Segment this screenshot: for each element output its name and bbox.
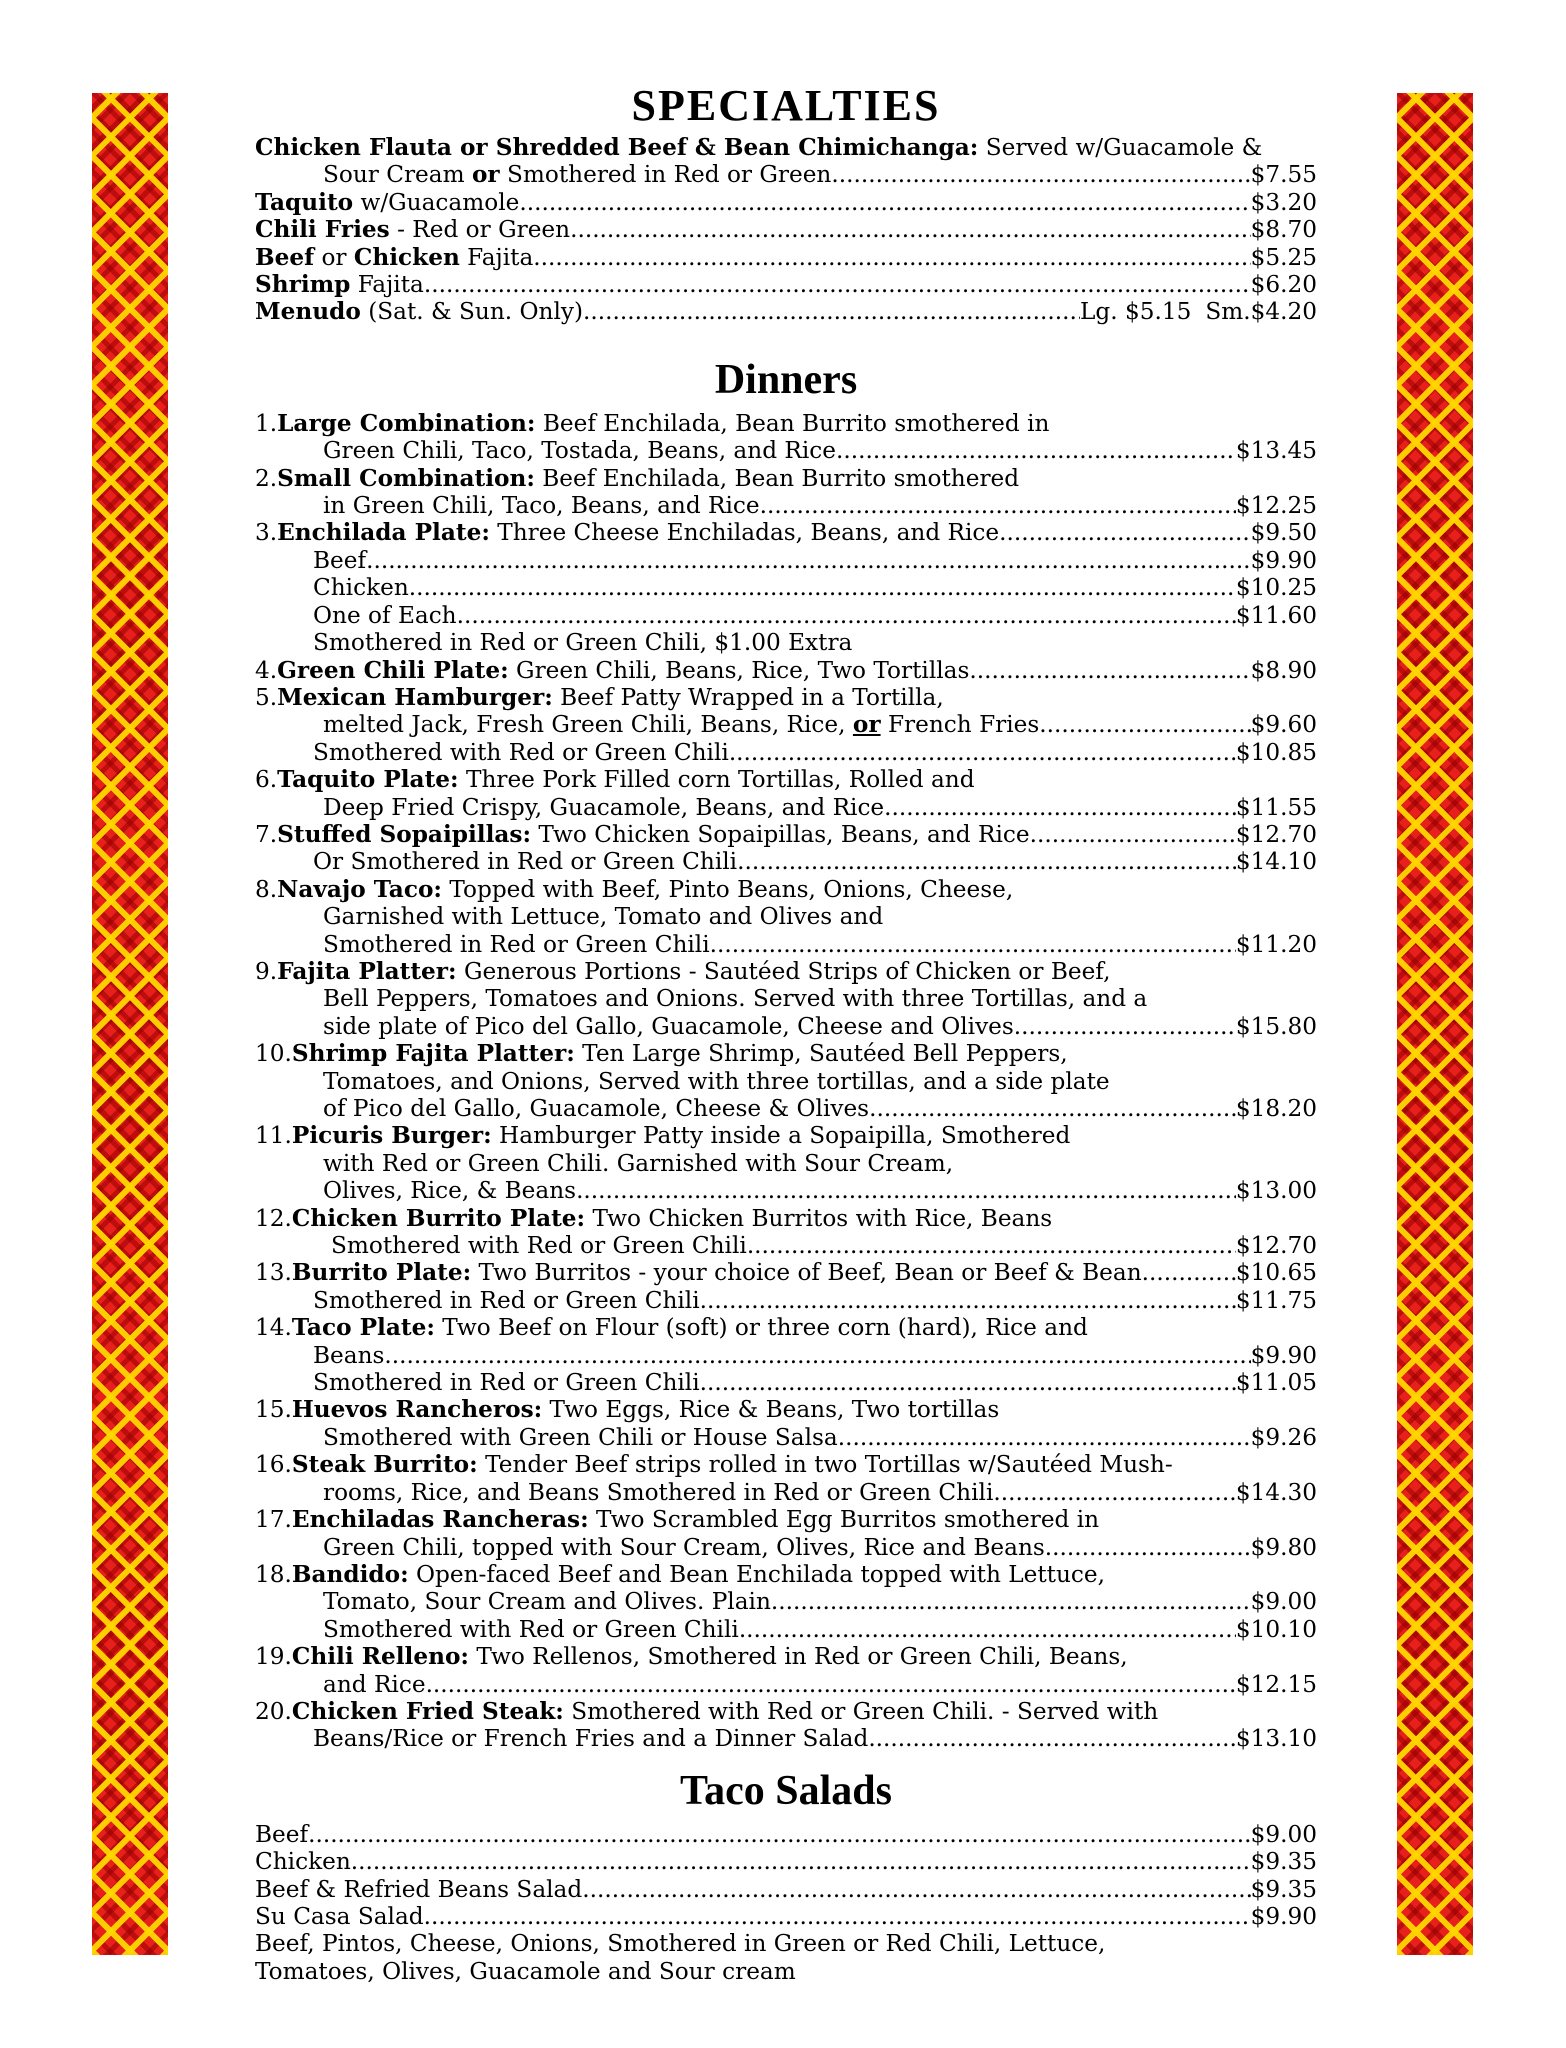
item-desc: Two Scrambled Egg Burritos smothered in (588, 1506, 1100, 1534)
menu-item-cont (255, 1150, 1317, 1177)
item-price: $12.25 (1235, 492, 1317, 520)
item-desc: Tomato, Sour Cream and Olives. Plain (323, 1588, 771, 1616)
item-name: Fajita Platter: (277, 957, 457, 985)
item-name: Stuffed Sopaipillas: (277, 820, 532, 848)
item-name: Huevos Rancheros: (291, 1396, 543, 1424)
item-price: $14.30 (1235, 1478, 1317, 1506)
item-name: Su Casa Salad (255, 1902, 424, 1930)
item-number: 6. (255, 766, 278, 794)
item-number: 17. (255, 1506, 292, 1534)
item-desc: Two Rellenos, Smothered in Red or Green Chili, Beans, (468, 1643, 1128, 1671)
item-price: $12.70 (1235, 1232, 1317, 1260)
menu-item (255, 1451, 1317, 1478)
menu-item (255, 1903, 1317, 1930)
dot-leader (424, 271, 1251, 298)
item-desc: Two Beef on Flour (soft) or three corn (hard), Rice and (434, 1314, 1088, 1342)
item-name: Enchiladas Rancheras: (291, 1506, 589, 1534)
dot-leader (519, 189, 1250, 216)
item-desc: French Fries (880, 711, 1040, 739)
item-number: 20. (255, 1697, 292, 1725)
menu-page (255, 78, 1317, 1985)
menu-item-cont (255, 1095, 1317, 1122)
item-number: 10. (255, 1040, 292, 1068)
item-name: Beef & Refried Beans Salad (255, 1875, 583, 1903)
menu-item-cont (255, 711, 1317, 738)
item-price: $18.20 (1235, 1095, 1317, 1122)
menu-item-cont (255, 492, 1317, 519)
decorative-border-left (92, 93, 168, 1955)
item-desc: - Red or Green (389, 216, 571, 244)
item-price: $11.55 (1235, 793, 1317, 821)
item-name: Small Combination: (277, 464, 535, 492)
menu-item-cont (255, 1588, 1317, 1615)
item-number: 7. (255, 820, 278, 848)
subitem-label: Beef (313, 546, 367, 574)
dot-leader (868, 1725, 1236, 1752)
dot-leader (1030, 821, 1236, 848)
menu-item (255, 216, 1317, 243)
item-name: Green Chili Plate: (277, 656, 509, 684)
item-desc: Three Cheese Enchiladas, Beans, and Rice (489, 519, 1000, 547)
item-price: $9.26 (1250, 1423, 1317, 1451)
dot-leader (710, 931, 1236, 958)
dot-leader (1142, 1259, 1236, 1286)
menu-item (255, 1205, 1317, 1232)
menu-item (255, 1040, 1317, 1067)
dot-leader (838, 1424, 1251, 1451)
menu-item (255, 410, 1317, 437)
dot-leader (308, 1821, 1251, 1848)
item-name: Taco Plate: (291, 1314, 435, 1342)
item-desc: Beef Enchilada, Bean Burrito smothered in (535, 409, 1050, 437)
taco-salads-heading: Taco Salads (679, 1767, 893, 1814)
item-price-large: Lg. $5.15 (1080, 298, 1192, 326)
item-desc: Topped with Beef, Pinto Beans, Onions, Cheese, (441, 875, 1014, 903)
item-desc: Generous Portions - Sautéed Strips of Chicken or Beef, (456, 957, 1111, 985)
dot-leader (700, 1287, 1236, 1314)
item-desc: melted Jack, Fresh Green Chili, Beans, Rice, (323, 711, 853, 739)
dot-leader (747, 1232, 1236, 1259)
menu-item-cont (255, 1534, 1317, 1561)
item-price: $9.90 (1250, 1341, 1317, 1369)
menu-item-cont (255, 739, 1317, 766)
menu-note (255, 1930, 1317, 1957)
item-desc: Beans (313, 1341, 385, 1369)
item-price: $10.25 (1235, 574, 1317, 602)
dot-leader (739, 1616, 1236, 1643)
menu-item (255, 1259, 1317, 1286)
item-desc: or (314, 243, 354, 271)
item-price: $9.60 (1250, 711, 1317, 739)
item-price: $12.15 (1235, 1670, 1317, 1698)
item-price: $9.00 (1250, 1588, 1317, 1616)
dot-leader (729, 739, 1236, 766)
item-desc: Served w/Guacamole & (978, 134, 1263, 161)
dot-leader (993, 1479, 1236, 1506)
item-name: Enchilada Plate: (277, 519, 490, 547)
item-desc: Or Smothered in Red or Green Chili (313, 848, 738, 876)
dot-leader (836, 437, 1236, 464)
item-desc: Two Chicken Burritos with Rice, Beans (585, 1204, 1053, 1232)
item-desc: Beef Enchilada, Bean Burrito smothered (534, 464, 1020, 492)
menu-item (255, 657, 1317, 684)
item-desc: Three Pork Filled corn Tortillas, Rolled and (458, 766, 975, 794)
menu-item-cont (255, 1725, 1317, 1752)
taco-salads-list (255, 1821, 1317, 1985)
specialties-list (255, 134, 1317, 326)
item-desc: Fajita (350, 271, 424, 299)
item-name: Picuris Burger: (291, 1122, 492, 1150)
item-desc: Smothered with Red or Green Chili (313, 738, 729, 766)
item-price: $12.70 (1235, 820, 1317, 848)
item-number: 12. (255, 1204, 292, 1232)
item-number: 4. (255, 656, 278, 684)
dot-leader (737, 848, 1236, 875)
item-number: 18. (255, 1560, 292, 1588)
item-desc: Deep Fried Crispy, Guacamole, Beans, and Rice (323, 793, 885, 821)
menu-subitem (255, 574, 1317, 601)
dot-leader (869, 1095, 1236, 1122)
item-number: 14. (255, 1314, 292, 1342)
subitem-label: Chicken (313, 574, 409, 602)
menu-item (255, 766, 1317, 793)
item-name: Shrimp Fajita Platter: (291, 1040, 575, 1068)
item-desc: Sour Cream (323, 161, 472, 189)
item-price: $10.85 (1235, 738, 1317, 766)
menu-item-cont (255, 1177, 1317, 1204)
menu-item (255, 134, 1317, 161)
item-number: 2. (255, 464, 278, 492)
dot-leader (583, 298, 1080, 325)
dot-leader (576, 1177, 1236, 1204)
item-desc: with Red or Green Chili. Garnished with Sour Cream, (323, 1149, 954, 1177)
dot-leader (457, 602, 1236, 629)
dinners-list (255, 410, 1317, 1753)
menu-item-cont (255, 437, 1317, 464)
item-desc: Smothered with Green Chili or House Salsa (323, 1423, 838, 1451)
item-desc: Green Chili, topped with Sour Cream, Olives, Rice and Beans (323, 1533, 1045, 1561)
item-name: Menudo (255, 298, 361, 326)
menu-note (255, 1958, 1317, 1985)
dot-leader (582, 1876, 1250, 1903)
dot-leader (1014, 1013, 1236, 1040)
menu-item-cont (255, 1479, 1317, 1506)
item-number: 8. (255, 875, 278, 903)
item-desc: Smothered with Red or Green Chili (331, 1232, 747, 1260)
item-desc: Open-faced Beef and Bean Enchilada topped with Lettuce, (408, 1560, 1106, 1588)
item-desc: Tomatoes, Olives, Guacamole and Sour cream (255, 1957, 796, 1985)
item-desc: of Pico del Gallo, Guacamole, Cheese & Olives (323, 1095, 870, 1122)
menu-item-cont (255, 985, 1317, 1012)
item-name: Beef (255, 243, 315, 271)
menu-item (255, 1561, 1317, 1588)
item-desc: w/Guacamole (353, 188, 520, 216)
item-price: $8.90 (1250, 656, 1317, 684)
menu-item (255, 1396, 1317, 1423)
item-desc: Beans/Rice or French Fries and a Dinner Salad (313, 1725, 869, 1753)
item-price: $9.90 (1250, 546, 1317, 574)
menu-item-cont (255, 1013, 1317, 1040)
specialties-heading: SPECIALTIES (631, 81, 941, 130)
dot-leader (760, 492, 1236, 519)
item-name: Taquito (255, 188, 354, 216)
menu-subitem (255, 602, 1317, 629)
item-note: Smothered in Red or Green Chili, $1.00 Extra (313, 629, 853, 657)
item-or: or (471, 161, 500, 189)
item-desc: Smothered with Red or Green Chili (323, 1615, 739, 1643)
item-price: $9.00 (1250, 1820, 1317, 1848)
dot-leader (426, 1671, 1236, 1698)
item-name: Bandido: (291, 1560, 409, 1588)
menu-item (255, 1122, 1317, 1149)
item-price: $11.60 (1235, 601, 1317, 629)
item-desc: (Sat. & Sun. Only) (360, 298, 584, 326)
item-price: $9.35 (1250, 1848, 1317, 1876)
dinners-heading: Dinners (714, 356, 858, 403)
item-name: Large Combination: (277, 409, 536, 437)
item-price: $9.90 (1250, 1902, 1317, 1930)
dot-leader (351, 1848, 1251, 1875)
menu-item-cont (255, 931, 1317, 958)
menu-item (255, 1314, 1317, 1341)
item-price-small: Sm.$4.20 (1205, 298, 1317, 326)
menu-item (255, 684, 1317, 711)
subitem-label: One of Each (313, 601, 457, 629)
item-name: Chili Fries (255, 216, 390, 244)
menu-item-cont (255, 1616, 1317, 1643)
item-price: $7.55 (1250, 161, 1317, 189)
item-name: Burrito Plate: (291, 1259, 472, 1287)
item-desc: Green Chili, Taco, Tostada, Beans, and Rice (323, 437, 836, 465)
item-or: or (852, 711, 881, 739)
menu-item-cont (255, 161, 1317, 188)
menu-item (255, 821, 1317, 848)
menu-item-cont (255, 1287, 1317, 1314)
item-desc: and Rice (323, 1670, 426, 1698)
item-name: Beef (255, 1820, 309, 1848)
item-desc: Garnished with Lettuce, Tomato and Olives and (323, 903, 884, 931)
item-number: 16. (255, 1451, 292, 1479)
menu-item-cont (255, 1068, 1317, 1095)
item-desc: Green Chili, Beans, Rice, Two Tortillas (508, 656, 970, 684)
dot-leader (1039, 711, 1250, 738)
item-desc: Beef, Pintos, Cheese, Onions, Smothered in Green or Red Chili, Lettuce, (255, 1930, 1106, 1958)
menu-item (255, 1698, 1317, 1725)
item-name: Chicken (353, 243, 460, 271)
item-name: Chicken (255, 1848, 351, 1876)
menu-item-cont (255, 1424, 1317, 1451)
item-price: $9.35 (1250, 1875, 1317, 1903)
item-number: 19. (255, 1643, 292, 1671)
dot-leader (831, 161, 1250, 188)
item-name: Chili Relleno: (291, 1643, 469, 1671)
item-desc: Smothered with Red or Green Chili. - Served with (563, 1697, 1159, 1725)
item-desc: Smothered in Red or Green Chili (313, 1286, 700, 1314)
dot-leader (884, 794, 1236, 821)
menu-item-cont (255, 794, 1317, 821)
item-number: 9. (255, 957, 278, 985)
dot-leader (1045, 1534, 1251, 1561)
dot-leader (533, 244, 1250, 271)
dot-leader (424, 1903, 1251, 1930)
dot-leader (570, 216, 1251, 243)
item-price: $6.20 (1250, 271, 1317, 299)
menu-item (255, 271, 1317, 298)
item-price: $8.70 (1250, 216, 1317, 244)
item-price: $10.65 (1235, 1259, 1317, 1287)
item-name: Taquito Plate: (277, 766, 459, 794)
item-name: Chicken Fried Steak: (291, 1697, 564, 1725)
menu-item-cont (255, 1232, 1317, 1259)
item-desc: Smothered in Red or Green Chili (323, 930, 710, 958)
item-desc: Tomatoes, and Onions, Served with three tortillas, and a side plate (323, 1067, 1110, 1095)
menu-item (255, 1876, 1317, 1903)
menu-item (255, 1643, 1317, 1670)
item-desc: Fajita (459, 243, 534, 271)
item-desc: Two Eggs, Rice & Beans, Two tortillas (542, 1396, 1000, 1424)
item-price: $9.80 (1250, 1533, 1317, 1561)
menu-item (255, 189, 1317, 216)
item-name: Chicken Burrito Plate: (291, 1204, 586, 1232)
item-number: 15. (255, 1396, 292, 1424)
menu-item-cont (255, 1342, 1317, 1369)
item-price: $3.20 (1250, 188, 1317, 216)
item-desc: side plate of Pico del Gallo, Guacamole, Cheese and Olives (323, 1012, 1014, 1040)
menu-item (255, 519, 1317, 546)
menu-note (255, 629, 1317, 656)
item-price: $11.05 (1235, 1369, 1317, 1397)
dot-leader (771, 1588, 1251, 1615)
menu-item (255, 1506, 1317, 1533)
dot-leader (969, 657, 1250, 684)
item-number: 3. (255, 519, 278, 547)
item-name: Steak Burrito: (291, 1451, 478, 1479)
item-desc: Bell Peppers, Tomatoes and Onions. Served with three Tortillas, and a (323, 985, 1148, 1013)
item-name: Chicken Flauta or Shredded Beef & Bean Chimichanga: (255, 134, 979, 161)
menu-item (255, 465, 1317, 492)
menu-subitem (255, 547, 1317, 574)
item-desc: Hamburger Patty inside a Sopaipilla, Smothered (491, 1122, 1071, 1150)
menu-item (255, 1848, 1317, 1875)
item-price: $15.80 (1235, 1012, 1317, 1040)
item-price: $11.75 (1235, 1286, 1317, 1314)
menu-item-cont (255, 903, 1317, 930)
item-price: $5.25 (1250, 243, 1317, 271)
dot-leader (409, 574, 1236, 601)
item-price: $14.10 (1235, 848, 1317, 876)
menu-item (255, 244, 1317, 271)
menu-item (255, 298, 1317, 325)
menu-item (255, 958, 1317, 985)
item-desc: Olives, Rice, & Beans (323, 1177, 577, 1205)
dot-leader (366, 547, 1251, 574)
item-desc: Beef Patty Wrapped in a Tortilla, (552, 683, 944, 711)
decorative-border-right (1397, 93, 1473, 1955)
item-price: $10.10 (1235, 1615, 1317, 1643)
item-desc: rooms, Rice, and Beans Smothered in Red or Green Chili (323, 1478, 994, 1506)
item-price: $11.20 (1235, 930, 1317, 958)
item-desc: Two Burritos - your choice of Beef, Bean or Beef & Bean (471, 1259, 1142, 1287)
item-price: $13.10 (1235, 1725, 1317, 1753)
item-price: $13.45 (1235, 437, 1317, 465)
dot-leader (700, 1369, 1236, 1396)
menu-item (255, 876, 1317, 903)
item-desc: Ten Large Shrimp, Sautéed Bell Peppers, (574, 1040, 1068, 1068)
item-desc: Smothered in Red or Green Chili (313, 1369, 700, 1397)
menu-item-cont (255, 848, 1317, 875)
dot-leader (999, 519, 1250, 546)
item-name: Mexican Hamburger: (277, 683, 553, 711)
item-desc: in Green Chili, Taco, Beans, and Rice (323, 492, 760, 520)
item-name: Shrimp (255, 271, 351, 299)
item-name: Navajo Taco: (277, 875, 442, 903)
item-desc: Tender Beef strips rolled in two Tortillas w/Sautéed Mush- (477, 1451, 1173, 1479)
item-number: 13. (255, 1259, 292, 1287)
item-price: $9.50 (1250, 519, 1317, 547)
menu-item (255, 1821, 1317, 1848)
menu-item-cont (255, 1369, 1317, 1396)
item-price: $13.00 (1235, 1177, 1317, 1205)
item-desc: Smothered in Red or Green (499, 161, 832, 189)
menu-item-cont (255, 1671, 1317, 1698)
item-number: 5. (255, 683, 278, 711)
dot-leader (384, 1342, 1250, 1369)
item-number: 11. (255, 1122, 292, 1150)
item-number: 1. (255, 409, 278, 437)
item-desc: Two Chicken Sopaipillas, Beans, and Rice (531, 820, 1030, 848)
